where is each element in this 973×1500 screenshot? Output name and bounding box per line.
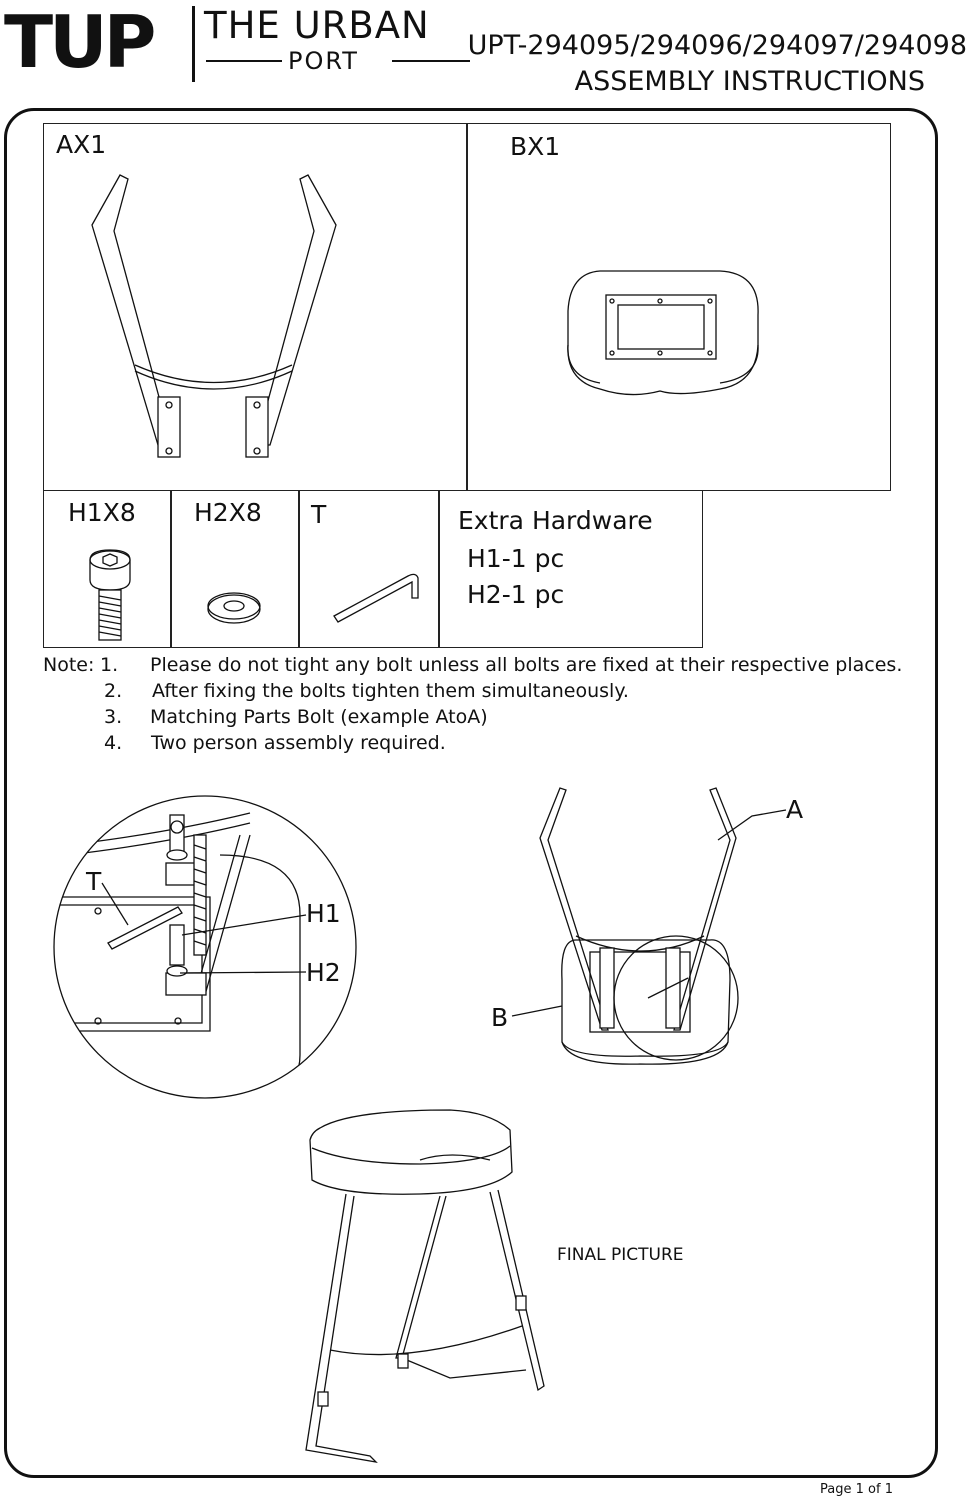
hardware-label-h2: H2X8: [194, 498, 262, 527]
extra-hardware-title: Extra Hardware: [458, 506, 653, 535]
note-text: After fixing the bolts tighten them simultaneously.: [152, 680, 629, 702]
callout-washer: H2: [306, 958, 341, 987]
leg-frame-icon: [80, 165, 350, 465]
note-text: Please do not tight any bolt unless all bolts are fixed at their respective places.: [150, 654, 903, 676]
brand-sub: PORT: [288, 47, 359, 75]
part-label-ax1: AX1: [56, 130, 107, 159]
bolt-icon: [86, 548, 136, 644]
extra-hardware-item: H1-1 pc: [467, 544, 565, 573]
hardware-label-t: T: [311, 500, 327, 529]
brand-sub-wrap: [206, 48, 470, 74]
bolt-detail-illustration: [50, 795, 360, 1105]
note-number: 3.: [104, 706, 123, 728]
note-number: 2.: [104, 680, 123, 702]
callout-legs: A: [786, 795, 804, 824]
hardware-label-h1: H1X8: [68, 498, 136, 527]
washer-icon: [204, 590, 264, 626]
part-label-bx1: BX1: [510, 132, 561, 161]
callout-tool: T: [86, 867, 102, 896]
document-title: ASSEMBLY INSTRUCTIONS: [574, 66, 925, 97]
brand-name: THE URBAN: [204, 4, 430, 47]
note-text: Two person assembly required.: [151, 732, 446, 754]
extra-hardware-item: H2-1 pc: [467, 580, 565, 609]
note-number: 1.: [100, 654, 119, 676]
brand-rule-left: [206, 60, 282, 62]
page-number: Page 1 of 1: [820, 1482, 893, 1497]
final-picture-label: FINAL PICTURE: [557, 1245, 684, 1265]
seat-underside-icon: [560, 265, 770, 405]
callout-bolt: H1: [306, 899, 341, 928]
callout-seat: B: [491, 1003, 509, 1032]
model-numbers: UPT-294095/294096/294097/294098: [467, 30, 967, 61]
notes-prefix: Note:: [43, 654, 95, 676]
finished-stool-illustration: [290, 1100, 560, 1470]
logo-divider: [192, 6, 195, 82]
assembly-diagram: [490, 780, 790, 1070]
brand-logo-mark: TUP: [4, 0, 153, 84]
note-text: Matching Parts Bolt (example AtoA): [150, 706, 488, 728]
note-number: 4.: [104, 732, 123, 754]
allen-key-icon: [330, 568, 425, 628]
brand-rule-right: [392, 60, 470, 62]
